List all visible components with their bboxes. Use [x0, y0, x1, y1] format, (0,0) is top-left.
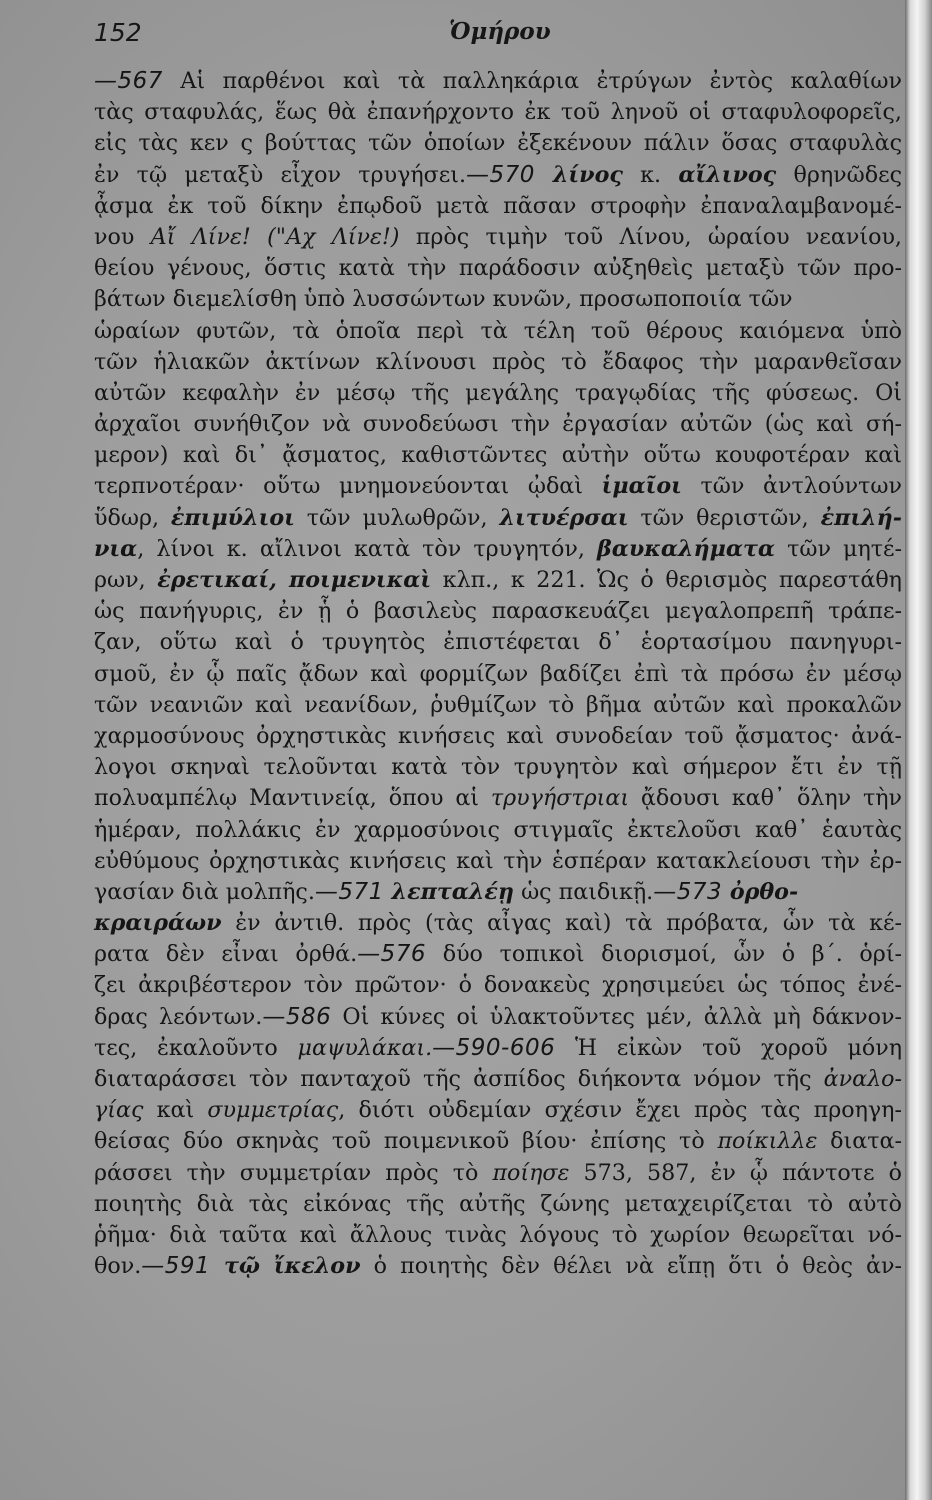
text-line [94, 97, 904, 128]
emphasis-text: ἱμαῖοι [601, 473, 682, 500]
emphasis-text: τῷ ἴκελον [210, 1253, 361, 1280]
text-run: θρηνῶδες [776, 161, 903, 188]
text-run: ρατα δὲν εἶναι ὀρθά. [94, 941, 358, 968]
text-run: τες, ἐκαλοῦντο [94, 1034, 298, 1061]
emphasis-text: τρυγήστριαι [490, 785, 630, 812]
text-line [94, 222, 904, 253]
text-run: ὁ ποιητὴς δὲν θέλει νὰ εἴπῃ ὅτι ὁ θεὸς ἀν- [360, 1253, 902, 1280]
text-run: διαταράσσει τὸν πανταχοῦ τῆς ἀσπίδος διήκοντα νόμον τῆς [94, 1066, 824, 1092]
text-line [94, 627, 904, 658]
text-run: τῶν νεανιῶν καὶ νεανίδων, ῥυθμίζων τὸ βῆμα αὐτῶν καὶ προκαλῶν [94, 691, 903, 718]
emphasis-text: ἐπιμύλιοι [170, 504, 295, 531]
text-run: τῶν ἡλιακῶν ἀκτίνων κλίνουσι πρὸς τὸ ἔδαφος τὴν μαρανθεῖσαν [94, 348, 902, 375]
text-line [94, 316, 904, 347]
text-line [94, 846, 904, 877]
emphasis-text: ὀρθο- [722, 878, 799, 905]
text-line [94, 534, 904, 565]
text-line [94, 783, 904, 814]
text-line [94, 908, 904, 939]
text-line [94, 939, 904, 970]
text-run: ῥῆμα· διὰ ταῦτα καὶ ἄλλους τινὰς λόγους τὸ χωρίον θεωρεῖται νό- [94, 1221, 902, 1248]
text-line [94, 721, 904, 752]
text-run: τερπνοτέραν· οὕτω μνημονεύονται ᾠδαὶ [94, 473, 602, 500]
text-run: ρων, [94, 567, 158, 593]
emphasis-text: κραιράων [94, 910, 222, 937]
text-line [94, 1064, 904, 1095]
text-run: ἐν ἀντιθ. πρὸς (τὰς αἶγας καὶ) τὰ πρόβατα, ὧν τὰ κέ- [221, 910, 903, 937]
text-line [94, 1251, 904, 1282]
verse-number: —573 [653, 878, 723, 905]
verse-number: —567 [94, 68, 163, 94]
text-run: εἰς τὰς κεν ς βούττας τῶν ὁποίων ἐξεκένουν πάλιν ὅσας σταφυλὰς [94, 130, 903, 157]
page-number: 152 [94, 18, 142, 47]
text-run: , διότι οὐδεμίαν σχέσιν ἔχει πρὸς τὰς προηγη- [338, 1097, 902, 1124]
text-line [94, 815, 904, 846]
text-run: ὡς παιδικῇ. [514, 878, 654, 905]
text-run: τῶν θεριστῶν, [628, 504, 821, 531]
verse-number: —586 [262, 1003, 332, 1030]
text-run: τῶν μητέ- [774, 535, 903, 562]
text-run: Οἱ κύνες οἱ ὑλακτοῦντες μέν, ἀλλὰ μὴ δάκνον- [331, 1003, 902, 1030]
text-run: τῶν μυλωθρῶν, [294, 504, 500, 531]
text-line [94, 752, 904, 783]
verse-number: —590-606 [432, 1034, 556, 1061]
text-run: καὶ [143, 1097, 208, 1124]
text-run: εὐθύμους ὀρχηστικὰς κινήσεις καὶ τὴν ἑσπέραν κατακλείουσι τὴν ἐρ- [94, 847, 902, 874]
text-line [94, 565, 904, 596]
emphasis-text: ποίησε [492, 1159, 570, 1186]
text-line [94, 378, 904, 409]
text-line [94, 877, 904, 908]
text-run: ὡραίων φυτῶν, τὰ ὁποῖα περὶ τὰ τέλη τοῦ θέρους καιόμενα ὑπὸ [94, 317, 903, 344]
text-line [94, 191, 904, 222]
text-line [94, 347, 904, 378]
emphasis-text: λιτυέρσαι [499, 504, 629, 531]
text-run: δύο τοπικοὶ διορισμοί, ὧν ὁ β΄. ὁρί- [426, 941, 903, 968]
emphasis-text: λίνος [534, 161, 623, 188]
text-run: ζει ἀκριβέστερον τὸν πρῶτον· ὁ δονακεὺς χρησιμεύει ὡς τόπος ἐνέ- [94, 972, 903, 999]
page-edge [905, 0, 932, 1500]
text-run: λογοι σκηναὶ τελοῦνται κατὰ τὸν τρυγητὸν καὶ σήμερον ἔτι ἐν τῇ [94, 754, 903, 781]
text-run: ἡμέραν, πολλάκις ἐν χαρμοσύνοις στιγμαῖς ἐκτελοῦσι καθ᾽ ἑαυτὰς [94, 816, 902, 843]
text-run: πολυαμπέλῳ Μαντινείᾳ, ὅπου αἱ [94, 785, 491, 812]
text-line [94, 690, 904, 721]
running-head: Ὁμήρου [449, 18, 551, 45]
emphasis-text: βαυκαλήματα [597, 535, 775, 562]
emphasis-text: λεπταλέῃ [383, 878, 515, 905]
text-line [94, 1095, 904, 1126]
text-run: ζαν, οὕτω καὶ ὁ τρυγητὸς ἐπιστέφεται δ᾽ ἑορτασίμου πανηγυρι- [94, 629, 902, 656]
text-run: ἀρχαῖοι συνήθιζον νὰ συνοδεύωσι τὴν ἐργασίαν αὐτῶν (ὡς καὶ σή- [94, 411, 902, 438]
page-header [94, 14, 865, 56]
text-line [94, 1189, 904, 1220]
text-run: 573, 587, ἐν ᾧ πάντοτε ὁ [569, 1159, 902, 1186]
text-line [94, 970, 904, 1001]
text-run: γασίαν διὰ μολπῆς. [94, 878, 315, 905]
text-line [94, 160, 904, 191]
text-run: πρὸς τιμὴν τοῦ Λίνου, ὡραίου νεανίου, [399, 223, 902, 250]
text-run: ράσσει τὴν συμμετρίαν πρὸς τὸ [94, 1159, 493, 1186]
commentary-text [94, 66, 904, 1282]
text-run: , λίνοι κ. αἴλινοι κατὰ τὸν τρυγητόν, [137, 535, 598, 562]
text-line [94, 409, 904, 440]
text-line [94, 1220, 904, 1251]
verse-number: —570 [466, 161, 535, 188]
emphasis-text: ἐπιλή- [820, 504, 902, 531]
text-run: βάτων διεμελίσθη ὑπὸ λυσσώντων κυνῶν, προσωποποιία τῶν [94, 286, 793, 313]
text-run: αὐτῶν κεφαλὴν ἐν μέσῳ τῆς μεγάλης τραγῳδίας τῆς φύσεως. Οἱ [94, 379, 902, 406]
emphasis-text: ἐρετικαί, ποιμενικαὶ [157, 567, 432, 593]
text-line [94, 284, 904, 315]
emphasis-text: αἴλινος [678, 161, 777, 188]
emphasis-text: ἀναλο- [823, 1066, 903, 1092]
text-run: θείου γένους, ὅστις κατὰ τὴν παράδοσιν αὐξηθεὶς μεταξὺ τῶν προ- [94, 255, 903, 282]
emphasis-text: μαψυλάκαι. [297, 1034, 433, 1061]
text-line [94, 440, 904, 471]
text-run: ἐν τῷ μεταξὺ εἶχον τρυγήσει. [94, 161, 467, 188]
text-line [94, 253, 904, 284]
text-run: μερον) καὶ δι᾽ ᾄσματος, καθιστῶντες αὐτὴν οὕτω κουφοτέραν καὶ [94, 442, 902, 469]
text-run: τῶν ἀντλούντων [681, 473, 902, 500]
text-run: διατα- [817, 1128, 902, 1155]
text-run: θείσας δύο σκηνὰς τοῦ ποιμενικοῦ βίου· ἐπίσης τὸ [94, 1128, 718, 1155]
text-run: κ. [622, 161, 679, 188]
text-line [94, 596, 904, 627]
emphasis-text: συμμετρίας [207, 1097, 339, 1124]
text-line [94, 503, 904, 534]
text-line [94, 1002, 904, 1033]
text-run: σμοῦ, ἐν ᾧ παῖς ᾄδων καὶ φορμίζων βαδίζει ἐπὶ τὰ πρόσω ἐν μέσῳ [94, 660, 902, 687]
text-line [94, 1033, 904, 1064]
text-run: κλπ., κ 221. Ὡς ὁ θερισμὸς παρεστάθη [431, 567, 902, 593]
text-run: ὡς πανήγυρις, ἐν ᾗ ὁ βασιλεὺς παρασκευάζει μεγαλοπρεπῆ τράπε- [94, 598, 902, 625]
text-line [94, 128, 904, 159]
emphasis-text: ποίκιλλε [717, 1128, 818, 1155]
text-run: νου [94, 223, 151, 250]
text-line [94, 66, 904, 97]
text-run: Ἡ εἰκὼν τοῦ χοροῦ μόνη [555, 1034, 903, 1061]
text-line [94, 1126, 904, 1157]
text-run: Αἱ παρθένοι καὶ τὰ παλληκάρια ἐτρύγων ἐντὸς καλαθίων [162, 68, 903, 94]
text-run: δρας λεόντων. [94, 1003, 263, 1030]
text-run: ᾄδουσι καθ᾽ ὅλην τὴν [629, 785, 903, 812]
emphasis-text: γίας [94, 1097, 144, 1124]
verse-number: —576 [357, 941, 427, 968]
emphasis-text: νια [94, 535, 138, 562]
text-run: τὰς σταφυλάς, ἕως θὰ ἐπανήρχοντο ἐκ τοῦ ληνοῦ οἱ σταφυλοφορεῖς, [94, 99, 902, 126]
text-run: χαρμοσύνους ὀρχηστικὰς κινήσεις καὶ συνοδείαν τοῦ ᾄσματος· ἀνά- [94, 722, 903, 749]
text-run: ὕδωρ, [94, 504, 171, 531]
verse-number: —571 [314, 878, 384, 905]
text-line [94, 471, 904, 502]
verse-number: —591 [141, 1253, 211, 1280]
text-run: θον. [94, 1253, 142, 1280]
text-line [94, 1158, 904, 1189]
text-line [94, 659, 904, 690]
text-run: ποιητὴς διὰ τὰς εἰκόνας τῆς αὐτῆς ζώνης μεταχειρίζεται τὸ αὐτὸ [94, 1190, 903, 1217]
text-run: ᾆσμα ἐκ τοῦ δίκην ἐπῳδοῦ μετὰ πᾶσαν στροφὴν ἐπαναλαμβανομέ- [94, 192, 902, 219]
emphasis-text: Αἴ Λίνε! ("Αχ Λίνε!) [150, 223, 400, 250]
